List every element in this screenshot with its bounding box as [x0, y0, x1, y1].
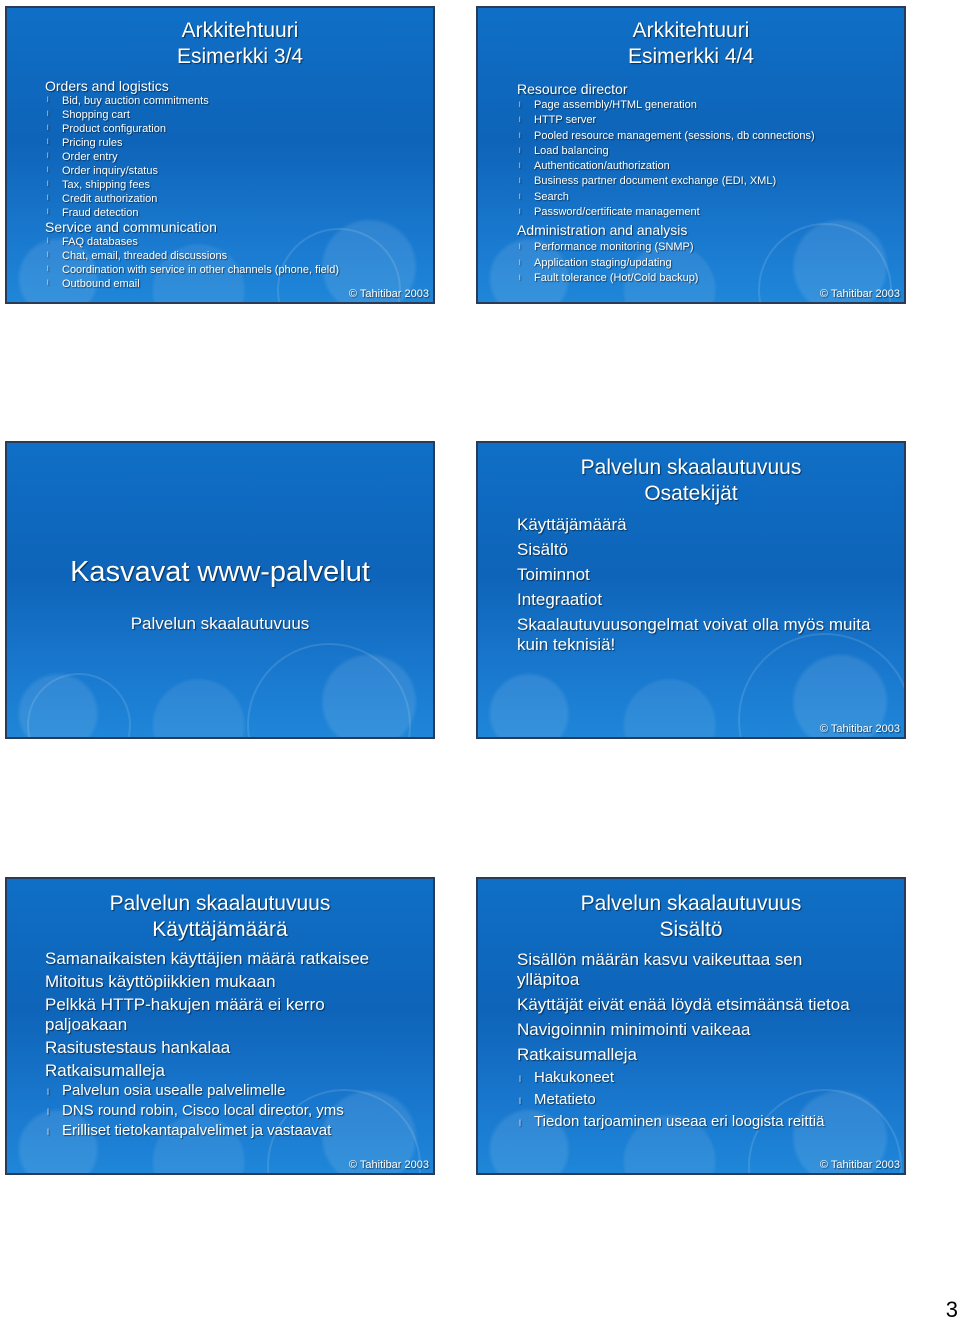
page-number: 3	[945, 1297, 958, 1322]
title-line-1: Palvelun skaalautuvuus	[580, 892, 802, 915]
slide-title	[47, 18, 433, 70]
list-item: l Bid, buy auction commitments	[45, 94, 433, 108]
title-line-1: Arkkitehtuuri	[181, 19, 299, 42]
list-item: l HTTP server	[517, 113, 905, 128]
bullet-list	[45, 949, 390, 1141]
list-item: Rasitustestaus hankalaa	[45, 1038, 231, 1057]
list-item: l Page assembly/HTML generation	[517, 98, 905, 113]
list-item: l Tax, shipping fees	[45, 178, 433, 192]
slide-arkkitehtuuri-3	[5, 6, 435, 304]
copyright: © Tahitibar 2003	[348, 288, 429, 300]
list-item: l Pricing rules	[45, 136, 433, 150]
copyright: © Tahitibar 2003	[819, 723, 900, 735]
slide-title	[478, 891, 904, 943]
list-item: l Chat, email, threaded discussions	[45, 249, 433, 263]
list-item: l Order inquiry/status	[45, 164, 433, 178]
bullet-list	[517, 515, 877, 655]
slide-title	[7, 891, 433, 943]
list-item: Samanaikaisten käyttäjien määrä ratkaisee	[45, 949, 370, 968]
slide-arkkitehtuuri-4	[476, 6, 906, 304]
list-item: Sisällön määrän kasvu vaikeuttaa sen ylläpitoa	[517, 950, 803, 989]
list-item: l Product configuration	[45, 122, 433, 136]
list-item: l Business partner document exchange (EDI, XML)	[517, 174, 905, 189]
list-item: Käyttäjät eivät enää löydä etsimäänsä tietoa	[517, 995, 850, 1014]
list-item: l FAQ databases	[45, 235, 433, 249]
title-line-1: Arkkitehtuuri	[632, 19, 750, 42]
sub-item: l Tiedon tarjoaminen useaa eri loogista reittiä	[517, 1111, 894, 1133]
slide-sisalto	[476, 877, 906, 1175]
title-line-2: Esimerkki 4/4	[627, 45, 755, 68]
slide-title: Kasvavat www-palvelut	[70, 556, 370, 588]
list-item: Toiminnot	[517, 565, 590, 584]
list-item: Käyttäjämäärä	[517, 515, 627, 534]
bullet-list	[45, 79, 433, 291]
section-heading: Resource director	[517, 81, 628, 97]
sub-item: l Palvelun osia usealle palvelimelle	[45, 1081, 390, 1101]
sub-item: l Erilliset tietokantapalvelimet ja vastaavat	[45, 1121, 390, 1141]
section-heading: Service and communication	[45, 219, 217, 235]
list-item: Sisältö	[517, 540, 569, 559]
slide-osatekijat	[476, 441, 906, 739]
list-item: l Coordination with service in other channels (phone, field)	[45, 263, 433, 277]
list-item: l Order entry	[45, 150, 433, 164]
sub-item: l Metatieto	[517, 1089, 827, 1111]
copyright: © Tahitibar 2003	[819, 1159, 900, 1171]
list-item: l Load balancing	[517, 144, 905, 159]
bullet-list	[517, 950, 850, 1133]
list-item: l Performance monitoring (SNMP)	[517, 240, 905, 255]
list-item: l Password/certificate management	[517, 205, 905, 220]
title-line-1: Palvelun skaalautuvuus	[109, 892, 331, 915]
section-heading: Administration and analysis	[517, 222, 688, 239]
title-line-1: Palvelun skaalautuvuus	[580, 456, 802, 479]
list-item: Pelkkä HTTP-hakujen määrä ei kerro paljoakaan	[45, 995, 325, 1034]
list-item: l Credit authorization	[45, 192, 433, 206]
sub-item: l DNS round robin, Cisco local director, yms	[45, 1101, 390, 1121]
list-item: l Application staging/updating	[517, 256, 905, 271]
list-item: l Pooled resource management (sessions, db connections)	[517, 129, 905, 144]
slide-kasvavat	[5, 441, 435, 739]
copyright: © Tahitibar 2003	[348, 1159, 429, 1171]
list-item: l Search	[517, 190, 905, 205]
list-item: l Shopping cart	[45, 108, 433, 122]
copyright: © Tahitibar 2003	[819, 288, 900, 300]
list-item: l Fraud detection	[45, 206, 433, 220]
title-line-2: Sisältö	[659, 918, 723, 941]
title-line-2: Esimerkki 3/4	[176, 45, 304, 68]
list-item: l Fault tolerance (Hot/Cold backup)	[517, 271, 905, 286]
sub-item: l Hakukoneet	[517, 1067, 827, 1089]
list-item: Mitoitus käyttöpiikkien mukaan	[45, 972, 276, 991]
slide-kayttajamaara	[5, 877, 435, 1175]
list-item: Skaalautuvuusongelmat voivat olla myös muita kuin teknisiä!	[517, 615, 871, 654]
list-item: Ratkaisumalleja	[517, 1045, 637, 1064]
list-item: Navigoinnin minimointi vaikeaa	[517, 1020, 751, 1039]
slide-subtitle: Palvelun skaalautuvuus	[130, 614, 310, 633]
bullet-list	[517, 81, 905, 286]
list-item: Integraatiot	[517, 590, 603, 609]
title-line-2: Osatekijät	[644, 482, 738, 505]
slide-title	[478, 18, 904, 70]
list-item: Ratkaisumalleja	[45, 1061, 165, 1080]
title-line-2: Käyttäjämäärä	[152, 918, 288, 941]
list-item: l Authentication/authorization	[517, 159, 905, 174]
slide-title	[478, 455, 904, 507]
list-item: l Outbound email	[45, 277, 433, 291]
section-heading: Orders and logistics	[45, 78, 169, 94]
